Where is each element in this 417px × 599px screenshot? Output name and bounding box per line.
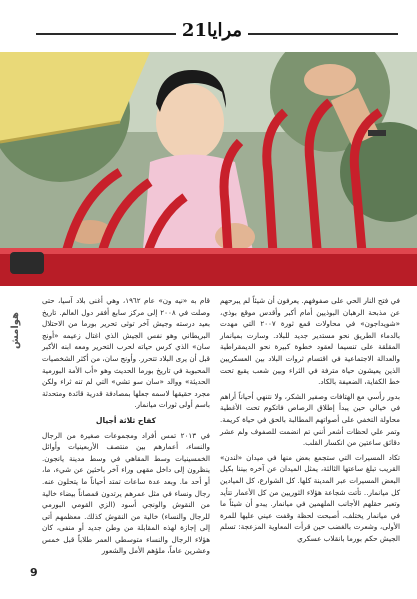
paragraph: قام به «نيه ون» عام ١٩٦٢، وهي أغنى بلاد آسيا، حتى وصلت في ٢٠٠٨ إلى مركز سابع أفقر دول العالم. تاريخ بعيد درسته وجيش آخر توثى تحرير بورما من الاحتلال البريطاني وهو نفس الجيش الذي اغتال زعيمه «أونج سان» الذي كرس حياته لحرب التحرير ومعه ابنه الأكبر قبل أن يرى البلاد تتحرر. وأونج سان، من أكثر الشخصيات المحبوبة في تاريخ بورما الحديث وهو «أب الأمة البورمية الحديثة» ووالد «سان سو تشي» التي لم تنه ثراء ولكن مجرد حقيقها لاسمه جعلها بمصادفة قدرية قائدة ومتحدثة باسم أولى ثورات ميانمار.: [42, 296, 210, 410]
paragraph: تكاد المسيرات التي ستجمع بعض منها في ميدان «لندن» القريب تبلغ ساعتها الثالثة، يمثل الميدان عن آخره بيننا بكيل البعض المسيرات عبر المدينة كلها. كل الشوارع، كل الميادين كل ميانمار.. تأتت شجاعة هؤلاء الثوريين من كل الأعمار تتأيد وتعبر حقلهم الأجانب الملهمين في ميانمار. يبدو أن شيئاً ما في ميانمار يختلف، أصبحت لحظة وقفت عيني عليها للمرة الأولى، وشعرت بالغضب حين قرأت المعاوية المزعجة: تسلم الجيش حكم بورما بانقلاب عسكري: [220, 452, 400, 543]
section-label: هوامش: [10, 312, 21, 349]
paragraph: بدور رأسي مع الهتافات وصفير الشكر، ولا نتنهي أحياناً أراهم في خيالي حين يبدأ إطلاق الرصاص فاتكوم تحت الأغطية محاولة التخفي على أصواتهم المطالبة بالحق في حياة كريمة. وتمر علي لحظات أشعر أنني تم انضمت للصفوف ولم عشر دقائق ساعتين من انكسار القلب.: [220, 391, 400, 448]
page-header: [0, 0, 417, 52]
paragraph: في فتح النار الحي على صفوفهم. يعرفون أن شيئاً لم يبرحهم عن مذبحة الرهبان البوذيين أمام أكبر وأقدس موقع بوذي، «شويداجون» في محاولات قمع ثورة ٢٠٠٧ التي مهدت بالدماء الطريق نحو مستدير جديد للبلاد. وسارت بميانمار المقلقة على تنسيما لعقود خطوة كبيرة نحو الديمقراطية والعدالة الاجتماعية في اقتسام ثروات البلاد بين العسكريين الذين يعيشون حياة مترفة في الثراء وبين شعب يقبع تحت خط الكفاية، الضعيفة بالكاد.: [220, 296, 401, 387]
page-number: 9: [30, 566, 38, 579]
header-rule-right: [248, 33, 398, 35]
paragraph: في ٢٠١٣ تمس أفراد ومجموعات صغيرة من الرجال والنساء، أعمارهم بين منتصف الأربعينيات وأوائل الخمسينيات وسط المقاهي في وسط مدينة يانجون. ينظرون إلى داخل مقهى وراء آخر باحثين عن شيء، ما، أو أحد ما. وبعد عدة ساعات تمتد أحياناً ما يتحلون عنه. رجال ونساء في مثل عمرهم يرتدون قمصاناً بيضاء خالية من النقوش والونجي أسود (الزي القومي البورمي للرجال والنساء) خالية من النقوش كذلك. معظمهم أتى إلى إجازة لهذه المقابلة من وطن جديد أو منفى، كان هؤلاء الرجال والنساء متوسطي العمر طلاباً قبل خمس وعشرين عاماً، ملؤهم الأمل والشعور: [42, 430, 210, 556]
section-subhead: كفاح ثلاثة أجيال: [95, 415, 157, 425]
header-rule-left: [36, 33, 176, 35]
magazine-title: مرايا21: [181, 20, 243, 41]
article-photo: [0, 52, 417, 286]
article-column-left: [42, 295, 210, 560]
article-column-right: [220, 295, 400, 547]
